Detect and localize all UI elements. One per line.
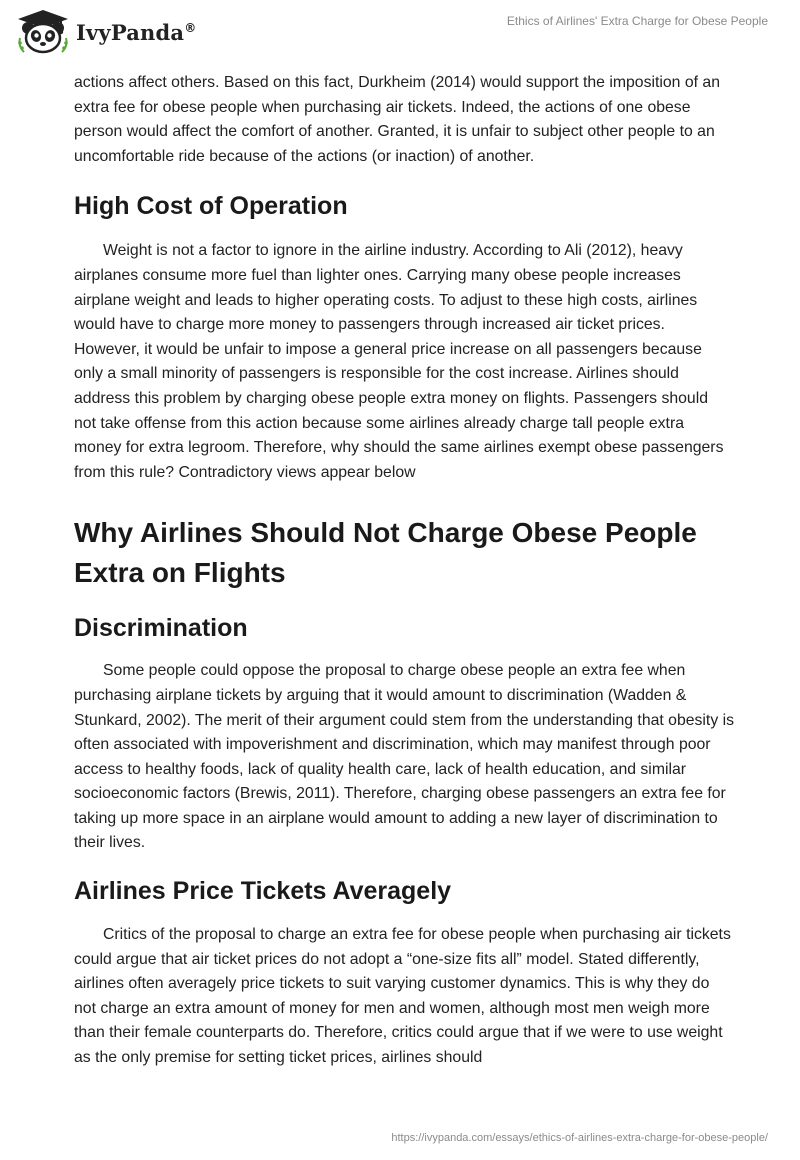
heading-why-not-charge: Why Airlines Should Not Charge Obese People Extra on Flights [74,517,697,589]
source-url[interactable]: https://ivypanda.com/essays/ethics-of-airlines-extra-charge-for-obese-people/ [391,1132,768,1144]
panda-graduate-icon [14,8,72,56]
heading-average-pricing: Airlines Price Tickets Averagely [74,877,452,906]
heading-high-cost: High Cost of Operation [74,192,348,221]
document-title: Ethics of Airlines' Extra Charge for Obese People [506,14,768,28]
paragraph-intro: actions affect others. Based on this fact, Durkheim (2014) would support the imposition of an extra fee for obese people when purchasing air tickets. Indeed, the actions of one obese person would affect the comfort of another. Granted, it is unfair to subject other people to an uncomfortable ride because of the actions (or inaction) of another. [74,74,720,165]
brand-name: IvyPanda® [76,19,197,45]
paragraph-average-pricing: Critics of the proposal to charge an extra fee for obese people when purchasing air tickets could argue that air ticket prices do not adopt a “one-size fits all” model. Stated differently, airlines often averagely price tickets to suit varying customer dynamics. This is why they do not charge an extra amount of money for men and women, although most men weigh more than their female counterparts do. Therefore, critics could argue that if we were to use weight as the only premise for setting ticket prices, airlines should [74,926,731,1067]
brand-logo[interactable] [14,8,196,56]
essay-body [74,71,734,1071]
page-header [0,0,800,70]
heading-discrimination: Discrimination [74,614,248,643]
paragraph-discrimination: Some people could oppose the proposal to charge obese people an extra fee when purchasing airplane tickets by arguing that it would amount to discrimination (Wadden & Stunkard, 2002). The merit of their argument could stem from the understanding that obesity is often associated with impoverishment and discrimination, which may manifest through poor access to healthy foods, lack of quality health care, lack of health education, and similar socioeconomic factors (Brewis, 2011). Therefore, charging obese passengers an extra fee for taking up more space in an airplane would amount to adding a new layer of discrimination to their lives. [74,662,735,852]
paragraph-high-cost: Weight is not a factor to ignore in the airline industry. According to Ali (2012), heavy airplanes consume more fuel than lighter ones. Carrying many obese people increases airplane weight and leads to higher operating costs. To adjust to these high costs, airlines would have to charge more money to passengers through increased air ticket prices. However, it would be unfair to impose a general price increase on all passengers because only a small minority of passengers is responsible for the cost increase. Airlines should address this problem by charging obese people extra money on flights. Passengers should not take offense from this action because some airlines already charge tall people extra money for extra legroom. Therefore, why should the same airlines exempt obese passengers from this rule? Contradictory views appear below [74,242,724,481]
